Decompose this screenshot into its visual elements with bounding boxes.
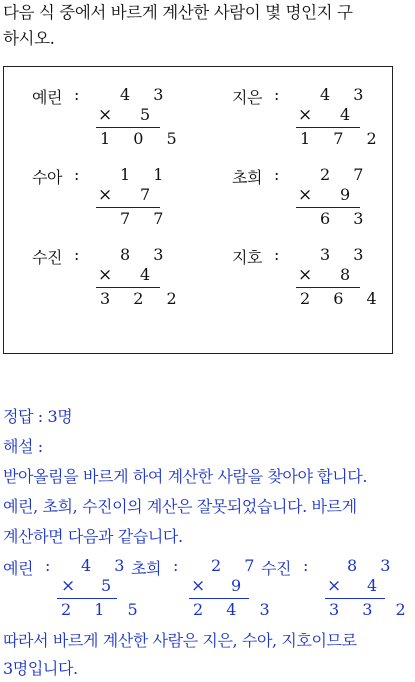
times-sign: × — [98, 265, 113, 285]
name-colon: : — [45, 556, 50, 575]
multiplier: 4 — [140, 265, 160, 284]
result: 1 7 2 — [300, 129, 386, 148]
question-line-2: 하시오. — [3, 29, 55, 48]
multiplicand: 8 3 — [347, 556, 400, 575]
times-sign: × — [327, 576, 341, 596]
multiplicand: 3 3 — [320, 245, 373, 264]
multiplicand: 4 3 — [81, 556, 134, 575]
multiplicand: 4 3 — [320, 85, 373, 104]
times-sign: × — [61, 576, 75, 596]
explanation-line-2: 예린, 초희, 수진이의 계산은 잘못되었습니다. 바르게 — [3, 497, 357, 516]
multiplicand: 2 7 — [320, 165, 373, 184]
name-colon: : — [303, 556, 308, 575]
answer-label: 정답 : 3명 — [3, 407, 73, 426]
student-name: 초희 — [232, 168, 262, 187]
multiplier: 4 — [340, 105, 360, 124]
result: 2 4 3 — [193, 600, 279, 619]
multiplicand: 8 3 — [120, 245, 173, 264]
conclusion-line-2: 3명입니다. — [3, 659, 78, 678]
result: 3 2 2 — [100, 289, 186, 308]
student-name: 수아 — [32, 168, 62, 187]
multiplier: 5 — [101, 576, 121, 595]
student-name: 수진 — [32, 248, 62, 267]
times-sign: × — [191, 576, 205, 596]
student-name: 수진 — [261, 559, 291, 578]
explanation-line-1: 받아올림을 바르게 하여 계산한 사람을 찾아야 합니다. — [3, 467, 368, 486]
multiplicand: 1 1 — [120, 165, 173, 184]
times-sign: × — [98, 105, 113, 125]
multiplier: 9 — [340, 185, 360, 204]
times-sign: × — [98, 185, 113, 205]
student-name: 초희 — [131, 559, 161, 578]
student-name: 예린 — [32, 88, 62, 107]
result: 2 1 5 — [61, 600, 147, 619]
question-line-1: 다음 식 중에서 바르게 계산한 사람이 몇 명인지 구 — [3, 3, 353, 22]
name-colon: : — [274, 85, 280, 104]
explanation-line-3: 계산하면 다음과 같습니다. — [3, 527, 183, 546]
result: 2 6 4 — [300, 289, 386, 308]
multiplier: 8 — [340, 265, 360, 284]
result-line — [57, 598, 117, 599]
name-colon: : — [74, 165, 80, 184]
result: 3 3 2 — [329, 600, 415, 619]
name-colon: : — [274, 245, 280, 264]
multiplier: 5 — [140, 105, 160, 124]
name-colon: : — [173, 556, 178, 575]
name-colon: : — [274, 165, 280, 184]
answer-section — [3, 0, 415, 682]
name-colon: : — [74, 245, 80, 264]
result-line — [325, 598, 385, 599]
student-name: 지호 — [232, 248, 262, 267]
multiplicand: 2 7 — [211, 556, 264, 575]
multiplicand: 4 3 — [120, 85, 173, 104]
conclusion-line-1: 따라서 바르게 계산한 사람은 지은, 수아, 지호이므로 — [3, 631, 357, 650]
result: 1 0 5 — [100, 129, 186, 148]
result: 7 7 — [120, 209, 173, 228]
name-colon: : — [74, 85, 80, 104]
correction-sujin — [261, 554, 415, 620]
multiplier: 4 — [367, 576, 387, 595]
student-name: 예린 — [3, 559, 33, 578]
multiplier: 9 — [231, 576, 251, 595]
times-sign: × — [298, 265, 313, 285]
times-sign: × — [298, 185, 313, 205]
student-name: 지은 — [232, 88, 262, 107]
explanation-label: 해설 : — [3, 437, 43, 456]
result: 6 3 — [320, 209, 373, 228]
multiplier: 7 — [140, 185, 160, 204]
times-sign: × — [298, 105, 313, 125]
result-line — [189, 598, 249, 599]
